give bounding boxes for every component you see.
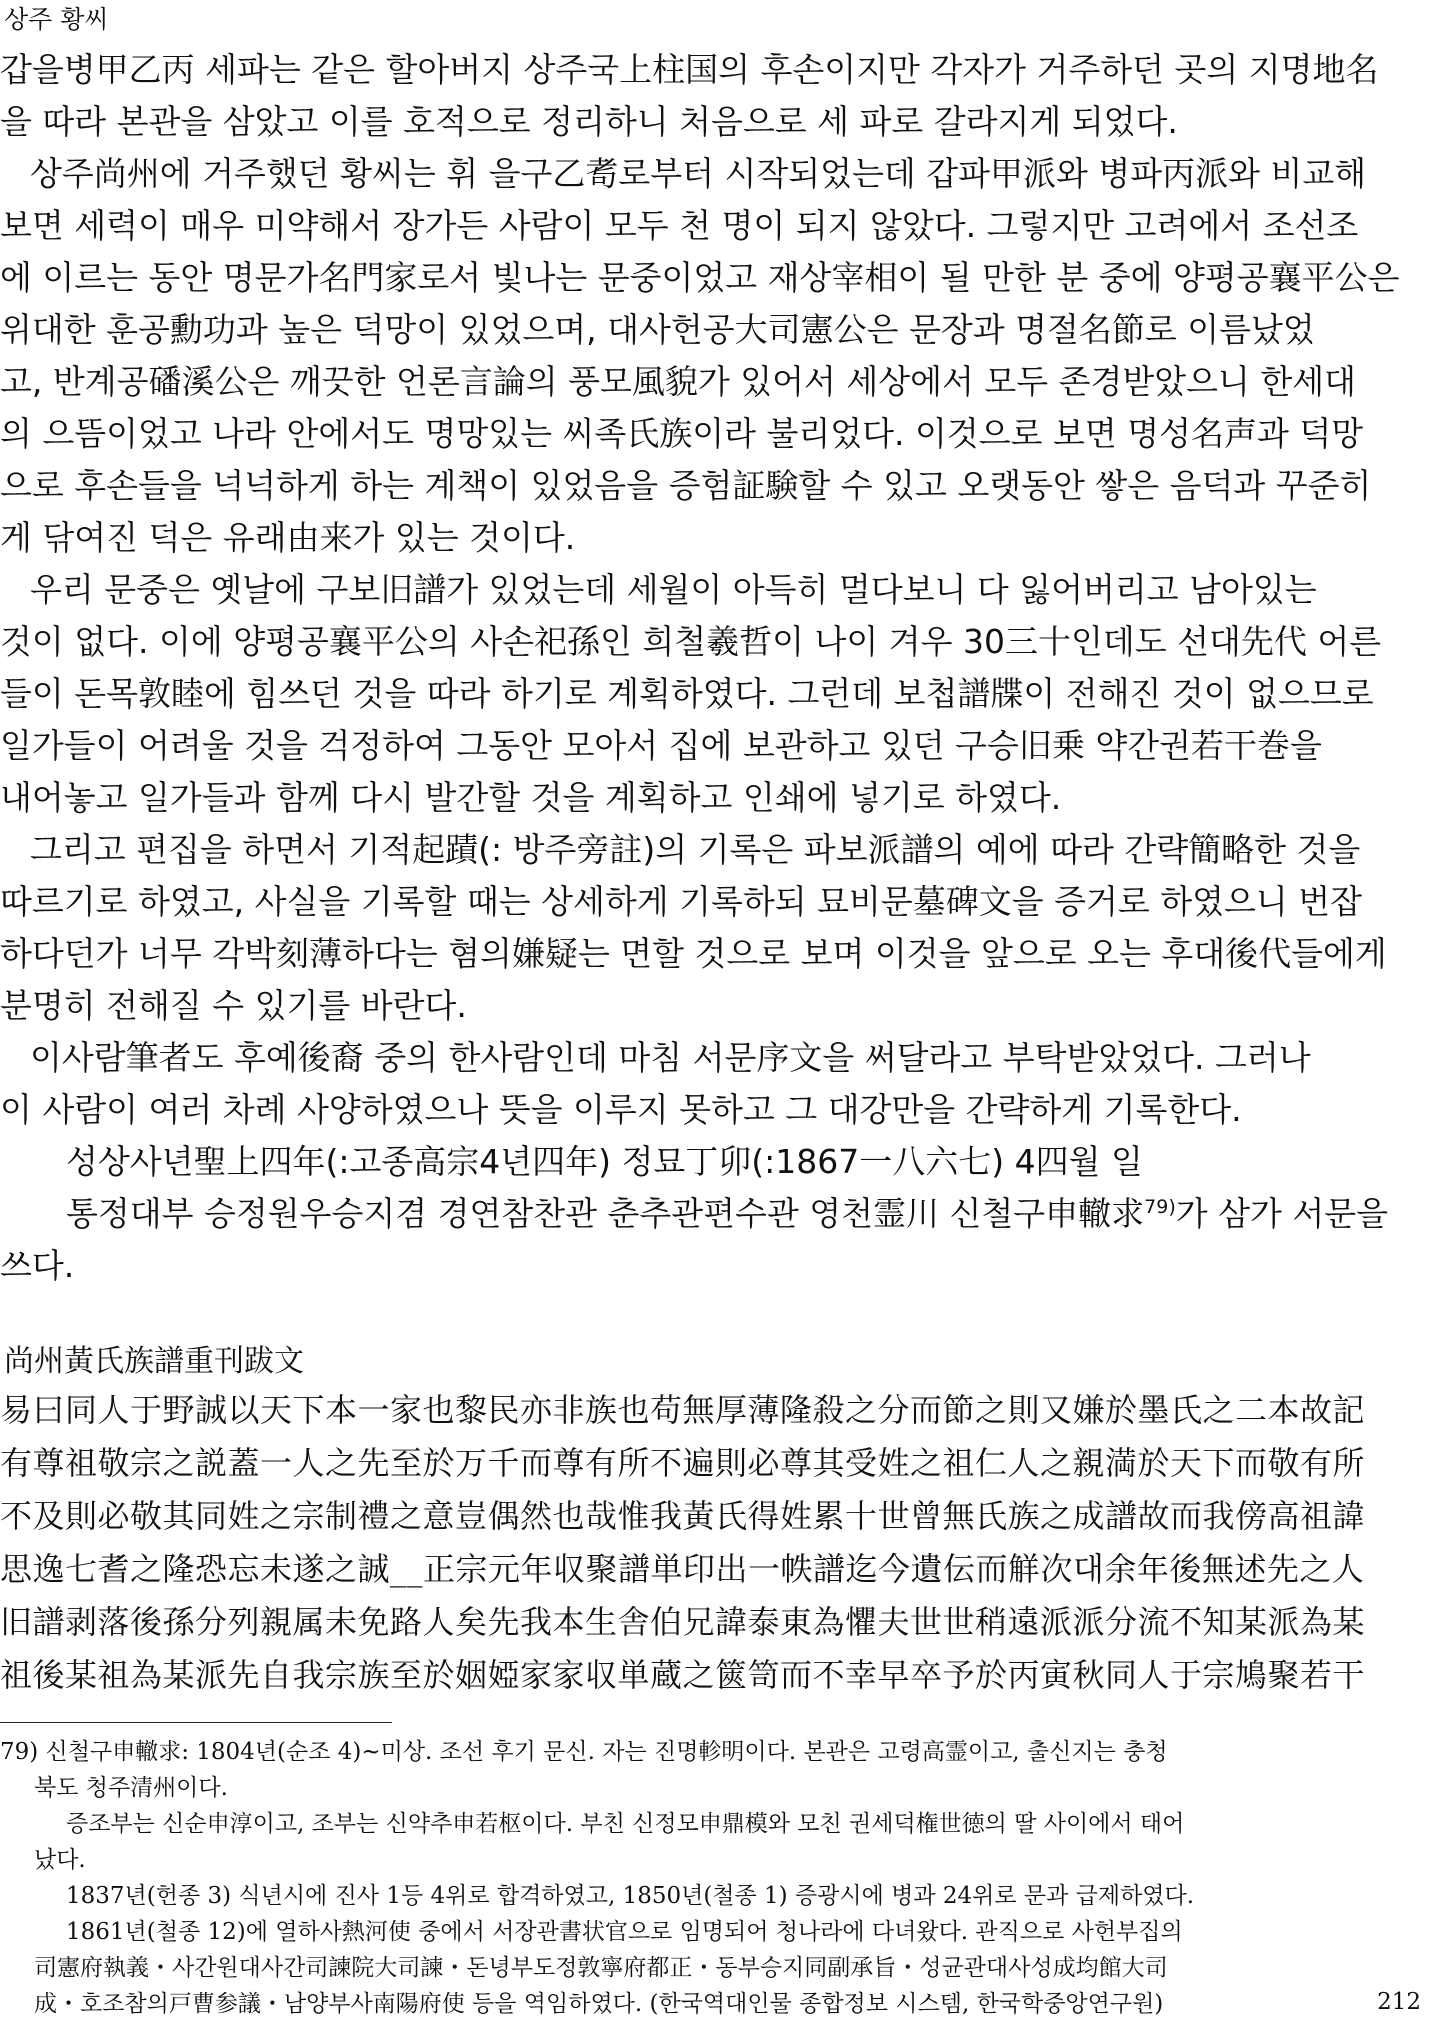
preface-line: 보면 세력이 매우 미약해서 장가든 사람이 모두 천 명이 되지 않았다. 그렇지만 고려에서 조선조: [0, 206, 1359, 245]
preface-line: 갑을병甲乙丙 세파는 같은 할아버지 상주국上柱国의 후손이지만 각자가 거주하던 곳의 지명地名: [0, 50, 1379, 89]
preface-line: 일가들이 어려울 것을 걱정하여 그동안 모아서 집에 보관하고 있던 구승旧乗 약간권若干巻을: [0, 726, 1322, 765]
preface-line: 위대한 훈공勳功과 높은 덕망이 있었으며, 대사헌공大司憲公은 문장과 명절名節로 이름났었: [0, 310, 1315, 349]
preface-line: 하다던가 너무 각박刻薄하다는 혐의嫌疑는 면할 것으로 보며 이것을 앞으로 오는 후대後代들에게: [0, 934, 1387, 973]
hanmun-title: 尚州黃氏族譜重刊跋文: [4, 1344, 304, 1379]
hanmun-line: 思逸七耆之隆恐忘未遂之誠__正宗元年収聚譜単印出一帙譜迄今遺伝而觧次대余年後無述先之人: [0, 1550, 1365, 1588]
preface-line: 을 따라 본관을 삼았고 이를 호적으로 정리하니 처음으로 세 파로 갈라지게 되었다.: [0, 102, 1178, 141]
footnote-line: 79) 신철구申轍求: 1804년(순조 4)~미상. 조선 후기 문신. 자는 진명軫明이다. 본관은 고령高霊이고, 출신지는 충청: [0, 1739, 1168, 1765]
running-header-title: 상주 황씨: [4, 5, 109, 34]
preface-line: 상주尚州에 거주했던 황씨는 휘 을구乙耉로부터 시작되었는데 갑파甲派와 병파丙派와 비교해: [30, 154, 1367, 193]
preface-line: 쓰다.: [0, 1246, 75, 1285]
preface-line: 에 이르는 동안 명문가名門家로서 빛나는 문중이었고 재상宰相이 될 만한 분 중에 양평공襄平公은: [0, 258, 1400, 297]
hanmun-line: 有尊祖敬宗之説蓋一人之先至於万千而尊有所不遍則必尊其受姓之祖仁人之親満於天下而敬有所: [0, 1444, 1366, 1482]
preface-line: 분명히 전해질 수 있기를 바란다.: [0, 986, 467, 1025]
hanmun-line: 祖後某祖為某派先自我宗族至於姻婭家家収単蔵之篋笥而不幸早卒予於丙寅秋同人于宗鳩聚若干: [0, 1656, 1366, 1694]
preface-line: 우리 문중은 옛날에 구보旧譜가 있었는데 세월이 아득히 멀다보니 다 잃어버리고 남아있는: [30, 570, 1317, 609]
preface-line: 그리고 편집을 하면서 기적起蹟(: 방주旁註)의 기록은 파보派譜의 예에 따라 간략簡略한 것을: [30, 830, 1361, 869]
preface-line: 으로 후손들을 넉넉하게 하는 계책이 있었음을 증험証験할 수 있고 오랫동안 쌓은 음덕과 꾸준히: [0, 466, 1372, 505]
preface-line: 이 사람이 여러 차례 사양하였으나 뜻을 이루지 못하고 그 대강만을 간략하게 기록한다.: [0, 1090, 1242, 1129]
preface-line: 게 닦여진 덕은 유래由来가 있는 것이다.: [0, 518, 576, 557]
footnote-divider: [0, 1722, 392, 1723]
page-number: 212: [1373, 1984, 1421, 2020]
signature-line: [0, 1188, 1431, 1240]
preface-line: 고, 반계공磻溪公은 깨끗한 언론言論의 풍모風貌가 있어서 세상에서 모두 존경받았으니 한세대: [0, 362, 1356, 401]
hanmun-line: 旧譜剥落後孫分列親属未免路人矣先我本生舎伯兄諱泰東為懼夫世世稍遠派派分流不知某派為某: [0, 1603, 1366, 1641]
footnote-line: 증조부는 신순申淳이고, 조부는 신약추申若枢이다. 부친 신정모申鼎模와 모친 권세덕権世徳의 딸 사이에서 태어: [66, 1811, 1185, 1837]
hanmun-line: 易曰同人于野誠以天下本一家也黎民亦非族也苟無厚薄隆殺之分而節之則又嫌於墨氏之二本故記: [0, 1391, 1366, 1429]
footnote-line: 1861년(철종 12)에 열하사熱河使 중에서 서장관書状官으로 임명되어 청나라에 다녀왔다. 관직으로 사헌부집의: [66, 1919, 1183, 1945]
signature-text: 통정대부 승정원우승지겸 경연참찬관 춘추관편수관 영천霊川 신철구申轍求: [66, 1194, 1145, 1233]
preface-line: 것이 없다. 이에 양평공襄平公의 사손祀孫인 희철羲哲이 나이 겨우 30三十인데도 선대先代 어른: [0, 622, 1382, 661]
preface-line: 들이 돈목敦睦에 힘쓰던 것을 따라 하기로 계획하였다. 그런데 보첩譜牒이 전해진 것이 없으므로: [0, 674, 1374, 713]
footnote-line: 成・호조참의戸曹参議・남양부사南陽府使 등을 역임하였다. (한국역대인물 종합정보 시스템, 한국학중앙연구원): [34, 1991, 1164, 2017]
dateline: 성상사년聖上四年(:고종高宗4년四年) 정묘丁卯(:1867一八六七) 4四월 일: [66, 1142, 1143, 1181]
preface-line: 의 으뜸이었고 나라 안에서도 명망있는 씨족氏族이라 불리었다. 이것으로 보면 명성名声과 덕망: [0, 414, 1364, 453]
preface-line: 이사람筆者도 후예後裔 중의 한사람인데 마침 서문序文을 써달라고 부탁받았었다. 그러나: [30, 1038, 1311, 1077]
preface-line: 내어놓고 일가들과 함께 다시 발간할 것을 계획하고 인쇄에 넣기로 하였다.: [0, 778, 1062, 817]
footnote-line: 북도 청주清州이다.: [34, 1775, 228, 1801]
signature-tail: 가 삼가 서문을: [1175, 1194, 1388, 1233]
footnote-ref: 79): [1144, 1196, 1176, 1218]
footnote-line: 났다.: [34, 1847, 86, 1873]
hanmun-line: 不及則必敬其同姓之宗制禮之意豈偶然也哉惟我黃氏得姓累十世曾無氏族之成譜故而我傍高祖諱: [0, 1497, 1366, 1535]
footnote-line: 1837년(헌종 3) 식년시에 진사 1등 4위로 합격하였고, 1850년(철종 1) 증광시에 병과 24위로 문과 급제하였다.: [66, 1883, 1195, 1909]
footnote-line: 司憲府執義・사간원대사간司諫院大司諫・돈녕부도정敦寧府都正・동부승지同副承旨・성균관대사성成均館大司: [34, 1955, 1168, 1981]
preface-line: 따르기로 하였고, 사실을 기록할 때는 상세하게 기록하되 묘비문墓碑文을 증거로 하였으니 번잡: [0, 882, 1362, 921]
